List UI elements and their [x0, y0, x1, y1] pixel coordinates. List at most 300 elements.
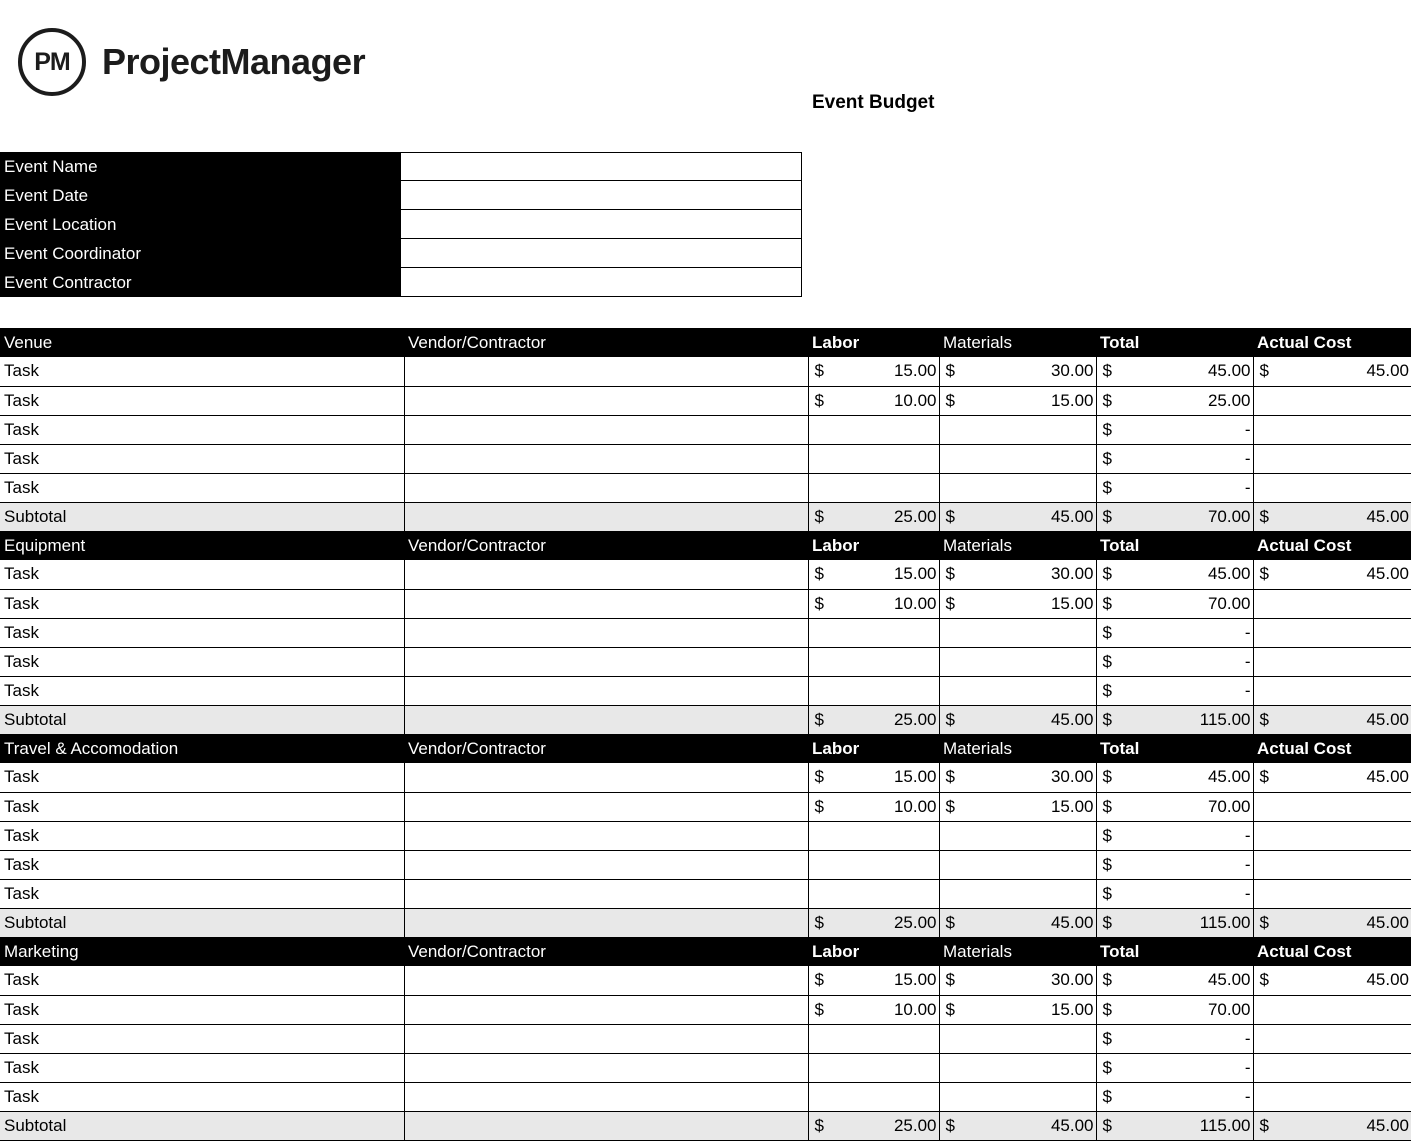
materials-cell[interactable] [939, 415, 1096, 444]
actual-cost-cell[interactable] [1253, 763, 1411, 792]
vendor-cell[interactable] [404, 357, 808, 386]
subtotal-materials-cell[interactable] [939, 502, 1096, 531]
task-name-cell[interactable]: Task [0, 879, 404, 908]
currency-symbol: $ [1103, 1000, 1112, 1020]
amount-value: - [1097, 855, 1253, 875]
column-header-actual-cost: Actual Cost [1253, 328, 1411, 357]
amount-value: 45.00 [940, 1116, 1096, 1136]
currency-symbol: $ [815, 564, 824, 584]
column-header-labor: Labor [808, 328, 939, 357]
amount-value: 30.00 [940, 767, 1096, 787]
total-cell[interactable] [1096, 589, 1253, 618]
total-cell[interactable] [1096, 966, 1253, 995]
column-header-materials: Materials [939, 937, 1096, 966]
amount-value: 70.00 [1097, 507, 1253, 527]
table-row [0, 1082, 1411, 1111]
column-header-total: Total [1096, 937, 1253, 966]
currency-symbol: $ [1103, 855, 1112, 875]
labor-cell[interactable] [808, 589, 939, 618]
table-row [0, 995, 1411, 1024]
actual-cost-cell[interactable] [1253, 1024, 1411, 1053]
actual-cost-cell[interactable] [1253, 589, 1411, 618]
subtotal-actual-cost-cell[interactable] [1253, 908, 1411, 937]
actual-cost-cell[interactable] [1253, 618, 1411, 647]
column-header-total: Total [1096, 734, 1253, 763]
subtotal-vendor-cell [404, 502, 808, 531]
labor-cell[interactable] [808, 473, 939, 502]
amount-value: 45.00 [1097, 564, 1253, 584]
brand-logo [18, 28, 365, 96]
materials-cell[interactable] [939, 966, 1096, 995]
vendor-cell[interactable] [404, 560, 808, 589]
labor-cell[interactable] [808, 821, 939, 850]
table-row [0, 966, 1411, 995]
vendor-cell[interactable] [404, 415, 808, 444]
section-header-row [0, 937, 1411, 966]
pm-circle-logo-icon [18, 28, 86, 96]
subtotal-vendor-cell [404, 908, 808, 937]
subtotal-label: Subtotal [0, 1111, 404, 1140]
section-name: Equipment [0, 531, 404, 560]
info-row [0, 239, 802, 268]
subtotal-materials-cell[interactable] [939, 1111, 1096, 1140]
currency-symbol: $ [1103, 1116, 1112, 1136]
currency-symbol: $ [815, 1000, 824, 1020]
subtotal-total-cell[interactable] [1096, 908, 1253, 937]
subtotal-labor-cell[interactable] [808, 1111, 939, 1140]
task-name-cell[interactable]: Task [0, 850, 404, 879]
vendor-cell[interactable] [404, 1082, 808, 1111]
task-name-cell[interactable]: Task [0, 1053, 404, 1082]
info-value-field[interactable] [400, 210, 802, 239]
column-header-actual-cost: Actual Cost [1253, 734, 1411, 763]
task-name-cell[interactable]: Task [0, 763, 404, 792]
currency-symbol: $ [815, 361, 824, 381]
currency-symbol: $ [946, 507, 955, 527]
subtotal-materials-cell[interactable] [939, 908, 1096, 937]
table-row [0, 386, 1411, 415]
amount-value: 30.00 [940, 970, 1096, 990]
info-label: Event Location [0, 210, 400, 239]
subtotal-labor-cell[interactable] [808, 502, 939, 531]
table-row [0, 415, 1411, 444]
currency-symbol: $ [1103, 391, 1112, 411]
budget-table [0, 328, 1411, 1141]
task-name-cell[interactable]: Task [0, 676, 404, 705]
subtotal-label: Subtotal [0, 502, 404, 531]
logo-mark-text: PM [34, 48, 70, 77]
info-value-field[interactable] [400, 152, 802, 181]
amount-value: 30.00 [940, 361, 1096, 381]
labor-cell[interactable] [808, 995, 939, 1024]
amount-value: 10.00 [809, 594, 939, 614]
total-cell[interactable] [1096, 357, 1253, 386]
materials-cell[interactable] [939, 1024, 1096, 1053]
info-label: Event Coordinator [0, 239, 400, 268]
subtotal-row [0, 502, 1411, 531]
actual-cost-cell[interactable] [1253, 386, 1411, 415]
currency-symbol: $ [1260, 507, 1269, 527]
amount-value: - [1097, 681, 1253, 701]
total-cell[interactable] [1096, 386, 1253, 415]
materials-cell[interactable] [939, 676, 1096, 705]
amount-value: - [1097, 478, 1253, 498]
total-cell[interactable] [1096, 1082, 1253, 1111]
section-name: Travel & Accomodation [0, 734, 404, 763]
vendor-cell[interactable] [404, 618, 808, 647]
currency-symbol: $ [815, 594, 824, 614]
materials-cell[interactable] [939, 618, 1096, 647]
currency-symbol: $ [815, 710, 824, 730]
materials-cell[interactable] [939, 560, 1096, 589]
subtotal-row [0, 908, 1411, 937]
task-name-cell[interactable]: Task [0, 386, 404, 415]
table-row [0, 792, 1411, 821]
amount-value: - [1097, 1087, 1253, 1107]
labor-cell[interactable] [808, 647, 939, 676]
subtotal-labor-cell[interactable] [808, 908, 939, 937]
info-row [0, 181, 802, 210]
actual-cost-cell[interactable] [1253, 966, 1411, 995]
info-row [0, 268, 802, 297]
section-name: Venue [0, 328, 404, 357]
amount-value: - [1097, 1029, 1253, 1049]
labor-cell[interactable] [808, 1024, 939, 1053]
actual-cost-cell[interactable] [1253, 792, 1411, 821]
column-header-actual-cost: Actual Cost [1253, 937, 1411, 966]
materials-cell[interactable] [939, 386, 1096, 415]
amount-value: 25.00 [1097, 391, 1253, 411]
amount-value: - [1097, 623, 1253, 643]
subtotal-total-cell[interactable] [1096, 502, 1253, 531]
subtotal-total-cell[interactable] [1096, 1111, 1253, 1140]
currency-symbol: $ [815, 1116, 824, 1136]
amount-value: 45.00 [940, 913, 1096, 933]
total-cell[interactable] [1096, 995, 1253, 1024]
actual-cost-cell[interactable] [1253, 1053, 1411, 1082]
table-row [0, 473, 1411, 502]
currency-symbol: $ [946, 797, 955, 817]
vendor-cell[interactable] [404, 473, 808, 502]
column-header-total: Total [1096, 328, 1253, 357]
labor-cell[interactable] [808, 560, 939, 589]
subtotal-actual-cost-cell[interactable] [1253, 1111, 1411, 1140]
amount-value: 45.00 [940, 507, 1096, 527]
column-header-materials: Materials [939, 734, 1096, 763]
materials-cell[interactable] [939, 995, 1096, 1024]
currency-symbol: $ [1103, 1058, 1112, 1078]
vendor-cell[interactable] [404, 676, 808, 705]
labor-cell[interactable] [808, 357, 939, 386]
materials-cell[interactable] [939, 1082, 1096, 1111]
currency-symbol: $ [1103, 449, 1112, 469]
vendor-cell[interactable] [404, 1053, 808, 1082]
table-row [0, 444, 1411, 473]
column-header-materials: Materials [939, 531, 1096, 560]
amount-value: 25.00 [809, 1116, 939, 1136]
labor-cell[interactable] [808, 386, 939, 415]
amount-value: 30.00 [940, 564, 1096, 584]
column-header-actual-cost: Actual Cost [1253, 531, 1411, 560]
labor-cell[interactable] [808, 618, 939, 647]
amount-value: 15.00 [809, 564, 939, 584]
amount-value: 45.00 [1254, 564, 1411, 584]
total-cell[interactable] [1096, 444, 1253, 473]
vendor-cell[interactable] [404, 850, 808, 879]
currency-symbol: $ [1103, 970, 1112, 990]
column-header-total: Total [1096, 531, 1253, 560]
info-value-field[interactable] [400, 239, 802, 268]
amount-value: 10.00 [809, 797, 939, 817]
amount-value: 45.00 [1254, 1116, 1411, 1136]
vendor-cell[interactable] [404, 386, 808, 415]
amount-value: 25.00 [809, 710, 939, 730]
currency-symbol: $ [1103, 420, 1112, 440]
actual-cost-cell[interactable] [1253, 560, 1411, 589]
amount-value: 45.00 [1254, 710, 1411, 730]
materials-cell[interactable] [939, 1053, 1096, 1082]
task-name-cell[interactable]: Task [0, 473, 404, 502]
currency-symbol: $ [1103, 826, 1112, 846]
total-cell[interactable] [1096, 618, 1253, 647]
actual-cost-cell[interactable] [1253, 821, 1411, 850]
subtotal-label: Subtotal [0, 705, 404, 734]
currency-symbol: $ [1103, 594, 1112, 614]
materials-cell[interactable] [939, 792, 1096, 821]
currency-symbol: $ [1260, 564, 1269, 584]
page-header [0, 0, 1411, 140]
labor-cell[interactable] [808, 1082, 939, 1111]
column-header-vendor: Vendor/Contractor [404, 937, 808, 966]
vendor-cell[interactable] [404, 647, 808, 676]
materials-cell[interactable] [939, 821, 1096, 850]
info-label: Event Name [0, 152, 400, 181]
labor-cell[interactable] [808, 966, 939, 995]
amount-value: - [1097, 1058, 1253, 1078]
total-cell[interactable] [1096, 415, 1253, 444]
task-name-cell[interactable]: Task [0, 589, 404, 618]
actual-cost-cell[interactable] [1253, 850, 1411, 879]
currency-symbol: $ [1103, 681, 1112, 701]
currency-symbol: $ [946, 970, 955, 990]
currency-symbol: $ [1103, 1029, 1112, 1049]
task-name-cell[interactable]: Task [0, 995, 404, 1024]
actual-cost-cell[interactable] [1253, 415, 1411, 444]
amount-value: - [1097, 826, 1253, 846]
actual-cost-cell[interactable] [1253, 444, 1411, 473]
table-row [0, 589, 1411, 618]
amount-value: 15.00 [940, 797, 1096, 817]
amount-value: 45.00 [1254, 507, 1411, 527]
amount-value: 10.00 [809, 391, 939, 411]
amount-value: 70.00 [1097, 594, 1253, 614]
total-cell[interactable] [1096, 763, 1253, 792]
currency-symbol: $ [1103, 623, 1112, 643]
currency-symbol: $ [1260, 361, 1269, 381]
total-cell[interactable] [1096, 1053, 1253, 1082]
task-name-cell[interactable]: Task [0, 1024, 404, 1053]
currency-symbol: $ [815, 913, 824, 933]
materials-cell[interactable] [939, 647, 1096, 676]
vendor-cell[interactable] [404, 763, 808, 792]
task-name-cell[interactable]: Task [0, 647, 404, 676]
labor-cell[interactable] [808, 676, 939, 705]
vendor-cell[interactable] [404, 879, 808, 908]
currency-symbol: $ [946, 1116, 955, 1136]
currency-symbol: $ [1103, 564, 1112, 584]
subtotal-row [0, 1111, 1411, 1140]
actual-cost-cell[interactable] [1253, 676, 1411, 705]
amount-value: 115.00 [1097, 710, 1253, 730]
total-cell[interactable] [1096, 1024, 1253, 1053]
column-header-labor: Labor [808, 937, 939, 966]
total-cell[interactable] [1096, 676, 1253, 705]
task-name-cell[interactable]: Task [0, 792, 404, 821]
info-value-field[interactable] [400, 268, 802, 297]
vendor-cell[interactable] [404, 995, 808, 1024]
materials-cell[interactable] [939, 357, 1096, 386]
subtotal-label: Subtotal [0, 908, 404, 937]
labor-cell[interactable] [808, 763, 939, 792]
amount-value: 25.00 [809, 507, 939, 527]
subtotal-labor-cell[interactable] [808, 705, 939, 734]
amount-value: - [1097, 652, 1253, 672]
labor-cell[interactable] [808, 1053, 939, 1082]
amount-value: 45.00 [940, 710, 1096, 730]
labor-cell[interactable] [808, 444, 939, 473]
amount-value: 15.00 [940, 594, 1096, 614]
currency-symbol: $ [1103, 478, 1112, 498]
event-info-block [0, 152, 802, 297]
table-row [0, 647, 1411, 676]
currency-symbol: $ [946, 710, 955, 730]
vendor-cell[interactable] [404, 792, 808, 821]
amount-value: 45.00 [1097, 767, 1253, 787]
page-title: Event Budget [812, 92, 934, 114]
currency-symbol: $ [1260, 913, 1269, 933]
currency-symbol: $ [815, 767, 824, 787]
info-label: Event Contractor [0, 268, 400, 297]
materials-cell[interactable] [939, 589, 1096, 618]
column-header-materials: Materials [939, 328, 1096, 357]
column-header-vendor: Vendor/Contractor [404, 531, 808, 560]
currency-symbol: $ [946, 361, 955, 381]
amount-value: - [1097, 420, 1253, 440]
column-header-vendor: Vendor/Contractor [404, 734, 808, 763]
total-cell[interactable] [1096, 879, 1253, 908]
amount-value: 115.00 [1097, 913, 1253, 933]
amount-value: 70.00 [1097, 1000, 1253, 1020]
info-value-field[interactable] [400, 181, 802, 210]
materials-cell[interactable] [939, 879, 1096, 908]
task-name-cell[interactable]: Task [0, 618, 404, 647]
currency-symbol: $ [1103, 913, 1112, 933]
actual-cost-cell[interactable] [1253, 995, 1411, 1024]
actual-cost-cell[interactable] [1253, 473, 1411, 502]
column-header-labor: Labor [808, 531, 939, 560]
section-header-row [0, 734, 1411, 763]
labor-cell[interactable] [808, 850, 939, 879]
subtotal-vendor-cell [404, 705, 808, 734]
currency-symbol: $ [815, 797, 824, 817]
task-name-cell[interactable]: Task [0, 357, 404, 386]
subtotal-actual-cost-cell[interactable] [1253, 502, 1411, 531]
task-name-cell[interactable]: Task [0, 415, 404, 444]
currency-symbol: $ [1103, 507, 1112, 527]
amount-value: 45.00 [1097, 970, 1253, 990]
actual-cost-cell[interactable] [1253, 879, 1411, 908]
amount-value: 15.00 [809, 970, 939, 990]
column-header-vendor: Vendor/Contractor [404, 328, 808, 357]
currency-symbol: $ [1103, 797, 1112, 817]
info-row [0, 210, 802, 239]
labor-cell[interactable] [808, 792, 939, 821]
materials-cell[interactable] [939, 444, 1096, 473]
materials-cell[interactable] [939, 850, 1096, 879]
actual-cost-cell[interactable] [1253, 647, 1411, 676]
vendor-cell[interactable] [404, 1024, 808, 1053]
task-name-cell[interactable]: Task [0, 444, 404, 473]
amount-value: 45.00 [1254, 970, 1411, 990]
table-row [0, 850, 1411, 879]
total-cell[interactable] [1096, 850, 1253, 879]
section-header-row [0, 531, 1411, 560]
currency-symbol: $ [815, 970, 824, 990]
table-row [0, 560, 1411, 589]
table-row [0, 879, 1411, 908]
subtotal-actual-cost-cell[interactable] [1253, 705, 1411, 734]
currency-symbol: $ [1260, 1116, 1269, 1136]
total-cell[interactable] [1096, 560, 1253, 589]
materials-cell[interactable] [939, 763, 1096, 792]
table-row [0, 618, 1411, 647]
materials-cell[interactable] [939, 473, 1096, 502]
currency-symbol: $ [946, 564, 955, 584]
amount-value: 45.00 [1254, 913, 1411, 933]
labor-cell[interactable] [808, 415, 939, 444]
total-cell[interactable] [1096, 473, 1253, 502]
currency-symbol: $ [1103, 361, 1112, 381]
subtotal-total-cell[interactable] [1096, 705, 1253, 734]
amount-value: 15.00 [940, 1000, 1096, 1020]
amount-value: 45.00 [1097, 361, 1253, 381]
actual-cost-cell[interactable] [1253, 357, 1411, 386]
task-name-cell[interactable]: Task [0, 821, 404, 850]
task-name-cell[interactable]: Task [0, 560, 404, 589]
currency-symbol: $ [1103, 710, 1112, 730]
vendor-cell[interactable] [404, 966, 808, 995]
vendor-cell[interactable] [404, 589, 808, 618]
table-row [0, 821, 1411, 850]
currency-symbol: $ [946, 594, 955, 614]
vendor-cell[interactable] [404, 444, 808, 473]
task-name-cell[interactable]: Task [0, 1082, 404, 1111]
currency-symbol: $ [946, 1000, 955, 1020]
total-cell[interactable] [1096, 792, 1253, 821]
task-name-cell[interactable]: Task [0, 966, 404, 995]
total-cell[interactable] [1096, 821, 1253, 850]
labor-cell[interactable] [808, 879, 939, 908]
info-label: Event Date [0, 181, 400, 210]
currency-symbol: $ [815, 507, 824, 527]
amount-value: 45.00 [1254, 767, 1411, 787]
total-cell[interactable] [1096, 647, 1253, 676]
table-row [0, 763, 1411, 792]
subtotal-materials-cell[interactable] [939, 705, 1096, 734]
amount-value: - [1097, 449, 1253, 469]
vendor-cell[interactable] [404, 821, 808, 850]
actual-cost-cell[interactable] [1253, 1082, 1411, 1111]
